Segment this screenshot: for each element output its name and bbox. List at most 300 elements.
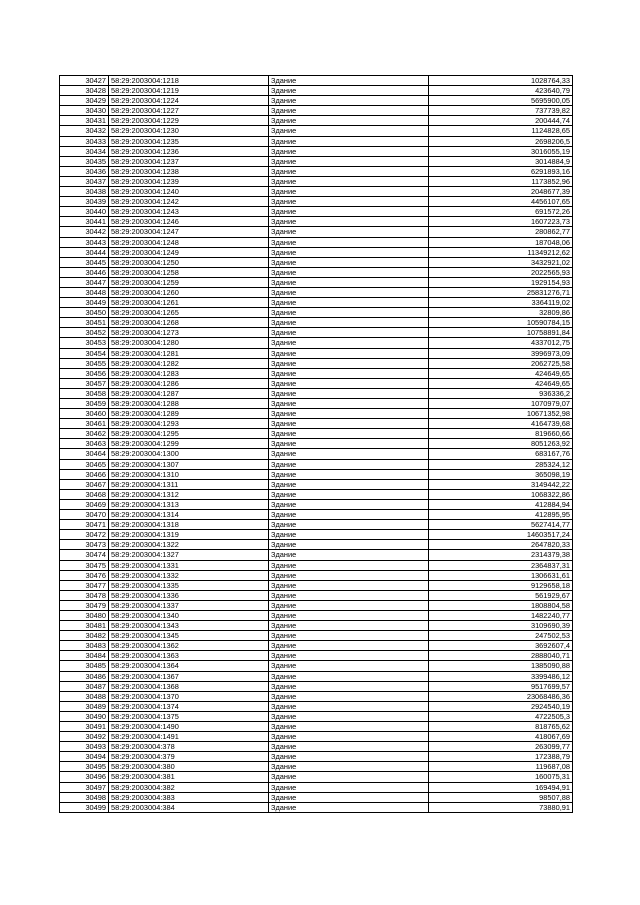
cadastral-number-cell: 58:29:2003004:1246: [109, 217, 269, 227]
row-number-cell: 30497: [60, 782, 109, 792]
cadastral-value-cell: 10758891,84: [429, 328, 573, 338]
cadastral-number-cell: 58:29:2003004:1273: [109, 328, 269, 338]
row-number-cell: 30450: [60, 308, 109, 318]
cadastral-number-cell: 58:29:2003004:382: [109, 782, 269, 792]
table-row: [60, 146, 573, 156]
cadastral-value-cell: 3692607,4: [429, 641, 573, 651]
row-number-cell: 30476: [60, 570, 109, 580]
cadastral-value-cell: 23068486,36: [429, 691, 573, 701]
table-row: [60, 439, 573, 449]
row-number-cell: 30456: [60, 368, 109, 378]
row-number-cell: 30489: [60, 701, 109, 711]
object-type-cell: Здание: [269, 116, 429, 126]
cadastral-value-cell: 14603517,24: [429, 530, 573, 540]
table-row: [60, 641, 573, 651]
table-row: [60, 257, 573, 267]
table-row: [60, 550, 573, 560]
cadastral-value-cell: 818765,62: [429, 722, 573, 732]
object-type-cell: Здание: [269, 358, 429, 368]
cadastral-number-cell: 58:29:2003004:1370: [109, 691, 269, 701]
cadastral-value-cell: 1124828,65: [429, 126, 573, 136]
table-row: [60, 237, 573, 247]
object-type-cell: Здание: [269, 701, 429, 711]
cadastral-value-cell: 1385090,88: [429, 661, 573, 671]
cadastral-number-cell: 58:29:2003004:1368: [109, 681, 269, 691]
table-row: [60, 197, 573, 207]
cadastral-number-cell: 58:29:2003004:1239: [109, 176, 269, 186]
cadastral-value-cell: 119687,08: [429, 762, 573, 772]
table-row: [60, 570, 573, 580]
table-row: [60, 86, 573, 96]
row-number-cell: 30431: [60, 116, 109, 126]
cadastral-value-cell: 1929154,93: [429, 277, 573, 287]
table-row: [60, 166, 573, 176]
table-row: [60, 217, 573, 227]
object-type-cell: Здание: [269, 489, 429, 499]
cadastral-number-cell: 58:29:2003004:1299: [109, 439, 269, 449]
object-type-cell: Здание: [269, 752, 429, 762]
cadastral-number-cell: 58:29:2003004:380: [109, 762, 269, 772]
table-row: [60, 378, 573, 388]
cadastral-number-cell: 58:29:2003004:1248: [109, 237, 269, 247]
cadastral-table: [59, 75, 573, 813]
cadastral-value-cell: 2647820,33: [429, 540, 573, 550]
row-number-cell: 30441: [60, 217, 109, 227]
cadastral-value-cell: 263099,77: [429, 742, 573, 752]
object-type-cell: Здание: [269, 742, 429, 752]
cadastral-value-cell: 73880,91: [429, 802, 573, 812]
object-type-cell: Здание: [269, 661, 429, 671]
cadastral-number-cell: 58:29:2003004:1249: [109, 247, 269, 257]
row-number-cell: 30446: [60, 267, 109, 277]
cadastral-value-cell: 3014884,9: [429, 156, 573, 166]
table-row: [60, 590, 573, 600]
cadastral-number-cell: 58:29:2003004:1343: [109, 621, 269, 631]
row-number-cell: 30447: [60, 277, 109, 287]
cadastral-value-cell: 3016055,19: [429, 146, 573, 156]
object-type-cell: Здание: [269, 510, 429, 520]
cadastral-number-cell: 58:29:2003004:1337: [109, 600, 269, 610]
cadastral-value-cell: 32809,86: [429, 308, 573, 318]
table-row: [60, 308, 573, 318]
cadastral-value-cell: 4164739,68: [429, 419, 573, 429]
table-row: [60, 621, 573, 631]
object-type-cell: Здание: [269, 711, 429, 721]
object-type-cell: Здание: [269, 247, 429, 257]
table-row: [60, 247, 573, 257]
cadastral-value-cell: 1482240,77: [429, 610, 573, 620]
table-row: [60, 419, 573, 429]
object-type-cell: Здание: [269, 96, 429, 106]
object-type-cell: Здание: [269, 86, 429, 96]
object-type-cell: Здание: [269, 419, 429, 429]
cadastral-number-cell: 58:29:2003004:383: [109, 792, 269, 802]
cadastral-value-cell: 2364837,31: [429, 560, 573, 570]
row-number-cell: 30483: [60, 641, 109, 651]
cadastral-number-cell: 58:29:2003004:1236: [109, 146, 269, 156]
row-number-cell: 30467: [60, 479, 109, 489]
object-type-cell: Здание: [269, 762, 429, 772]
cadastral-number-cell: 58:29:2003004:1310: [109, 469, 269, 479]
cadastral-number-cell: 58:29:2003004:1364: [109, 661, 269, 671]
object-type-cell: Здание: [269, 590, 429, 600]
cadastral-value-cell: 247502,53: [429, 631, 573, 641]
object-type-cell: Здание: [269, 328, 429, 338]
table-body: [60, 76, 573, 813]
cadastral-value-cell: 412895,95: [429, 510, 573, 520]
row-number-cell: 30455: [60, 358, 109, 368]
cadastral-value-cell: 2314379,38: [429, 550, 573, 560]
table-row: [60, 449, 573, 459]
table-row: [60, 328, 573, 338]
cadastral-value-cell: 4722505,3: [429, 711, 573, 721]
cadastral-number-cell: 58:29:2003004:1490: [109, 722, 269, 732]
object-type-cell: Здание: [269, 207, 429, 217]
cadastral-value-cell: 8051263,92: [429, 439, 573, 449]
cadastral-number-cell: 58:29:2003004:1237: [109, 156, 269, 166]
object-type-cell: Здание: [269, 378, 429, 388]
object-type-cell: Здание: [269, 580, 429, 590]
cadastral-number-cell: 58:29:2003004:1345: [109, 631, 269, 641]
cadastral-value-cell: 691572,26: [429, 207, 573, 217]
cadastral-value-cell: 98507,88: [429, 792, 573, 802]
cadastral-number-cell: 58:29:2003004:1243: [109, 207, 269, 217]
row-number-cell: 30442: [60, 227, 109, 237]
cadastral-number-cell: 58:29:2003004:1322: [109, 540, 269, 550]
table-row: [60, 368, 573, 378]
cadastral-value-cell: 3432921,02: [429, 257, 573, 267]
cadastral-number-cell: 58:29:2003004:1313: [109, 499, 269, 509]
row-number-cell: 30452: [60, 328, 109, 338]
cadastral-value-cell: 424649,65: [429, 378, 573, 388]
cadastral-value-cell: 4456107,65: [429, 197, 573, 207]
cadastral-number-cell: 58:29:2003004:1289: [109, 409, 269, 419]
table-row: [60, 479, 573, 489]
cadastral-number-cell: 58:29:2003004:1286: [109, 378, 269, 388]
cadastral-value-cell: 6291893,16: [429, 166, 573, 176]
object-type-cell: Здание: [269, 399, 429, 409]
table-row: [60, 298, 573, 308]
cadastral-value-cell: 169494,91: [429, 782, 573, 792]
cadastral-value-cell: 1070979,07: [429, 399, 573, 409]
row-number-cell: 30461: [60, 419, 109, 429]
object-type-cell: Здание: [269, 439, 429, 449]
object-type-cell: Здание: [269, 681, 429, 691]
cadastral-number-cell: 58:29:2003004:1235: [109, 136, 269, 146]
object-type-cell: Здание: [269, 772, 429, 782]
table-row: [60, 711, 573, 721]
row-number-cell: 30437: [60, 176, 109, 186]
row-number-cell: 30499: [60, 802, 109, 812]
object-type-cell: Здание: [269, 621, 429, 631]
cadastral-number-cell: 58:29:2003004:1293: [109, 419, 269, 429]
table-row: [60, 701, 573, 711]
cadastral-number-cell: 58:29:2003004:1287: [109, 388, 269, 398]
cadastral-number-cell: 58:29:2003004:1336: [109, 590, 269, 600]
cadastral-number-cell: 58:29:2003004:1295: [109, 429, 269, 439]
table-row: [60, 176, 573, 186]
cadastral-value-cell: 2048677,39: [429, 187, 573, 197]
table-row: [60, 540, 573, 550]
cadastral-number-cell: 58:29:2003004:1230: [109, 126, 269, 136]
cadastral-number-cell: 58:29:2003004:1224: [109, 96, 269, 106]
table-row: [60, 227, 573, 237]
object-type-cell: Здание: [269, 227, 429, 237]
cadastral-value-cell: 2022565,93: [429, 267, 573, 277]
row-number-cell: 30470: [60, 510, 109, 520]
object-type-cell: Здание: [269, 600, 429, 610]
table-row: [60, 399, 573, 409]
cadastral-value-cell: 1173852,96: [429, 176, 573, 186]
row-number-cell: 30463: [60, 439, 109, 449]
row-number-cell: 30457: [60, 378, 109, 388]
object-type-cell: Здание: [269, 156, 429, 166]
cadastral-number-cell: 58:29:2003004:1491: [109, 732, 269, 742]
object-type-cell: Здание: [269, 308, 429, 318]
cadastral-value-cell: 423640,79: [429, 86, 573, 96]
row-number-cell: 30496: [60, 772, 109, 782]
object-type-cell: Здание: [269, 479, 429, 489]
cadastral-number-cell: 58:29:2003004:1340: [109, 610, 269, 620]
row-number-cell: 30436: [60, 166, 109, 176]
row-number-cell: 30486: [60, 671, 109, 681]
cadastral-number-cell: 58:29:2003004:1218: [109, 76, 269, 86]
table-row: [60, 287, 573, 297]
object-type-cell: Здание: [269, 540, 429, 550]
table-row: [60, 469, 573, 479]
table-row: [60, 661, 573, 671]
table-row: [60, 277, 573, 287]
object-type-cell: Здание: [269, 409, 429, 419]
row-number-cell: 30475: [60, 560, 109, 570]
cadastral-number-cell: 58:29:2003004:1281: [109, 348, 269, 358]
cadastral-number-cell: 58:29:2003004:1318: [109, 520, 269, 530]
object-type-cell: Здание: [269, 732, 429, 742]
row-number-cell: 30453: [60, 338, 109, 348]
row-number-cell: 30466: [60, 469, 109, 479]
row-number-cell: 30438: [60, 187, 109, 197]
row-number-cell: 30493: [60, 742, 109, 752]
object-type-cell: Здание: [269, 530, 429, 540]
table-row: [60, 76, 573, 86]
table-row: [60, 691, 573, 701]
table-row: [60, 520, 573, 530]
table-row: [60, 338, 573, 348]
object-type-cell: Здание: [269, 469, 429, 479]
cadastral-value-cell: 1306631,61: [429, 570, 573, 580]
row-number-cell: 30433: [60, 136, 109, 146]
cadastral-number-cell: 58:29:2003004:1283: [109, 368, 269, 378]
cadastral-value-cell: 200444,74: [429, 116, 573, 126]
object-type-cell: Здание: [269, 176, 429, 186]
table-row: [60, 510, 573, 520]
row-number-cell: 30462: [60, 429, 109, 439]
table-row: [60, 459, 573, 469]
object-type-cell: Здание: [269, 388, 429, 398]
table-row: [60, 348, 573, 358]
row-number-cell: 30459: [60, 399, 109, 409]
table-row: [60, 752, 573, 762]
table-row: [60, 358, 573, 368]
cadastral-value-cell: 2924540,19: [429, 701, 573, 711]
table-row: [60, 732, 573, 742]
cadastral-value-cell: 9517699,57: [429, 681, 573, 691]
row-number-cell: 30449: [60, 298, 109, 308]
row-number-cell: 30468: [60, 489, 109, 499]
cadastral-number-cell: 58:29:2003004:1265: [109, 308, 269, 318]
object-type-cell: Здание: [269, 520, 429, 530]
cadastral-number-cell: 58:29:2003004:1268: [109, 318, 269, 328]
object-type-cell: Здание: [269, 298, 429, 308]
table-row: [60, 772, 573, 782]
row-number-cell: 30439: [60, 197, 109, 207]
object-type-cell: Здание: [269, 722, 429, 732]
cadastral-value-cell: 412884,94: [429, 499, 573, 509]
object-type-cell: Здание: [269, 368, 429, 378]
row-number-cell: 30443: [60, 237, 109, 247]
cadastral-value-cell: 561929,67: [429, 590, 573, 600]
object-type-cell: Здание: [269, 631, 429, 641]
object-type-cell: Здание: [269, 459, 429, 469]
cadastral-number-cell: 58:29:2003004:1282: [109, 358, 269, 368]
table-row: [60, 742, 573, 752]
row-number-cell: 30478: [60, 590, 109, 600]
cadastral-number-cell: 58:29:2003004:1227: [109, 106, 269, 116]
object-type-cell: Здание: [269, 651, 429, 661]
table-row: [60, 530, 573, 540]
cadastral-value-cell: 2698206,5: [429, 136, 573, 146]
cadastral-number-cell: 58:29:2003004:1280: [109, 338, 269, 348]
object-type-cell: Здание: [269, 802, 429, 812]
cadastral-value-cell: 683167,76: [429, 449, 573, 459]
row-number-cell: 30485: [60, 661, 109, 671]
row-number-cell: 30487: [60, 681, 109, 691]
object-type-cell: Здание: [269, 187, 429, 197]
row-number-cell: 30482: [60, 631, 109, 641]
cadastral-number-cell: 58:29:2003004:1259: [109, 277, 269, 287]
cadastral-number-cell: 58:29:2003004:1375: [109, 711, 269, 721]
object-type-cell: Здание: [269, 76, 429, 86]
cadastral-value-cell: 280862,77: [429, 227, 573, 237]
object-type-cell: Здание: [269, 318, 429, 328]
cadastral-value-cell: 1607223,73: [429, 217, 573, 227]
cadastral-number-cell: 58:29:2003004:1312: [109, 489, 269, 499]
cadastral-number-cell: 58:29:2003004:1258: [109, 267, 269, 277]
object-type-cell: Здание: [269, 166, 429, 176]
row-number-cell: 30469: [60, 499, 109, 509]
cadastral-number-cell: 58:29:2003004:1314: [109, 510, 269, 520]
table-row: [60, 631, 573, 641]
cadastral-number-cell: 58:29:2003004:1219: [109, 86, 269, 96]
row-number-cell: 30465: [60, 459, 109, 469]
cadastral-number-cell: 58:29:2003004:1300: [109, 449, 269, 459]
object-type-cell: Здание: [269, 267, 429, 277]
row-number-cell: 30473: [60, 540, 109, 550]
object-type-cell: Здание: [269, 610, 429, 620]
table-row: [60, 318, 573, 328]
cadastral-value-cell: 5695900,05: [429, 96, 573, 106]
cadastral-number-cell: 58:29:2003004:1335: [109, 580, 269, 590]
cadastral-value-cell: 3399486,12: [429, 671, 573, 681]
cadastral-value-cell: 187048,06: [429, 237, 573, 247]
row-number-cell: 30454: [60, 348, 109, 358]
table-row: [60, 267, 573, 277]
object-type-cell: Здание: [269, 237, 429, 247]
table-row: [60, 126, 573, 136]
row-number-cell: 30440: [60, 207, 109, 217]
cadastral-value-cell: 3149442,22: [429, 479, 573, 489]
row-number-cell: 30498: [60, 792, 109, 802]
object-type-cell: Здание: [269, 671, 429, 681]
cadastral-number-cell: 58:29:2003004:384: [109, 802, 269, 812]
row-number-cell: 30464: [60, 449, 109, 459]
row-number-cell: 30484: [60, 651, 109, 661]
object-type-cell: Здание: [269, 106, 429, 116]
cadastral-value-cell: 1808804,58: [429, 600, 573, 610]
object-type-cell: Здание: [269, 560, 429, 570]
table-row: [60, 782, 573, 792]
row-number-cell: 30460: [60, 409, 109, 419]
row-number-cell: 30430: [60, 106, 109, 116]
cadastral-value-cell: 10671352,98: [429, 409, 573, 419]
object-type-cell: Здание: [269, 338, 429, 348]
cadastral-value-cell: 5627414,77: [429, 520, 573, 530]
cadastral-value-cell: 1068322,86: [429, 489, 573, 499]
cadastral-value-cell: 936336,2: [429, 388, 573, 398]
row-number-cell: 30477: [60, 580, 109, 590]
table-row: [60, 499, 573, 509]
object-type-cell: Здание: [269, 792, 429, 802]
cadastral-value-cell: 3109690,39: [429, 621, 573, 631]
row-number-cell: 30495: [60, 762, 109, 772]
table-row: [60, 681, 573, 691]
cadastral-value-cell: 2888040,71: [429, 651, 573, 661]
cadastral-number-cell: 58:29:2003004:1327: [109, 550, 269, 560]
row-number-cell: 30474: [60, 550, 109, 560]
cadastral-value-cell: 737739,82: [429, 106, 573, 116]
table-row: [60, 388, 573, 398]
row-number-cell: 30494: [60, 752, 109, 762]
table-row: [60, 156, 573, 166]
object-type-cell: Здание: [269, 429, 429, 439]
cadastral-value-cell: 3364119,02: [429, 298, 573, 308]
table-row: [60, 106, 573, 116]
object-type-cell: Здание: [269, 449, 429, 459]
object-type-cell: Здание: [269, 146, 429, 156]
cadastral-value-cell: 160075,31: [429, 772, 573, 782]
row-number-cell: 30481: [60, 621, 109, 631]
cadastral-value-cell: 9129658,18: [429, 580, 573, 590]
table-row: [60, 610, 573, 620]
row-number-cell: 30479: [60, 600, 109, 610]
cadastral-value-cell: 172388,79: [429, 752, 573, 762]
cadastral-value-cell: 365098,19: [429, 469, 573, 479]
object-type-cell: Здание: [269, 287, 429, 297]
cadastral-number-cell: 58:29:2003004:1332: [109, 570, 269, 580]
row-number-cell: 30427: [60, 76, 109, 86]
row-number-cell: 30491: [60, 722, 109, 732]
cadastral-number-cell: 58:29:2003004:1242: [109, 197, 269, 207]
table-row: [60, 651, 573, 661]
table-row: [60, 671, 573, 681]
cadastral-value-cell: 1028764,33: [429, 76, 573, 86]
cadastral-value-cell: 418067,69: [429, 732, 573, 742]
table-row: [60, 96, 573, 106]
row-number-cell: 30480: [60, 610, 109, 620]
row-number-cell: 30492: [60, 732, 109, 742]
row-number-cell: 30429: [60, 96, 109, 106]
row-number-cell: 30445: [60, 257, 109, 267]
